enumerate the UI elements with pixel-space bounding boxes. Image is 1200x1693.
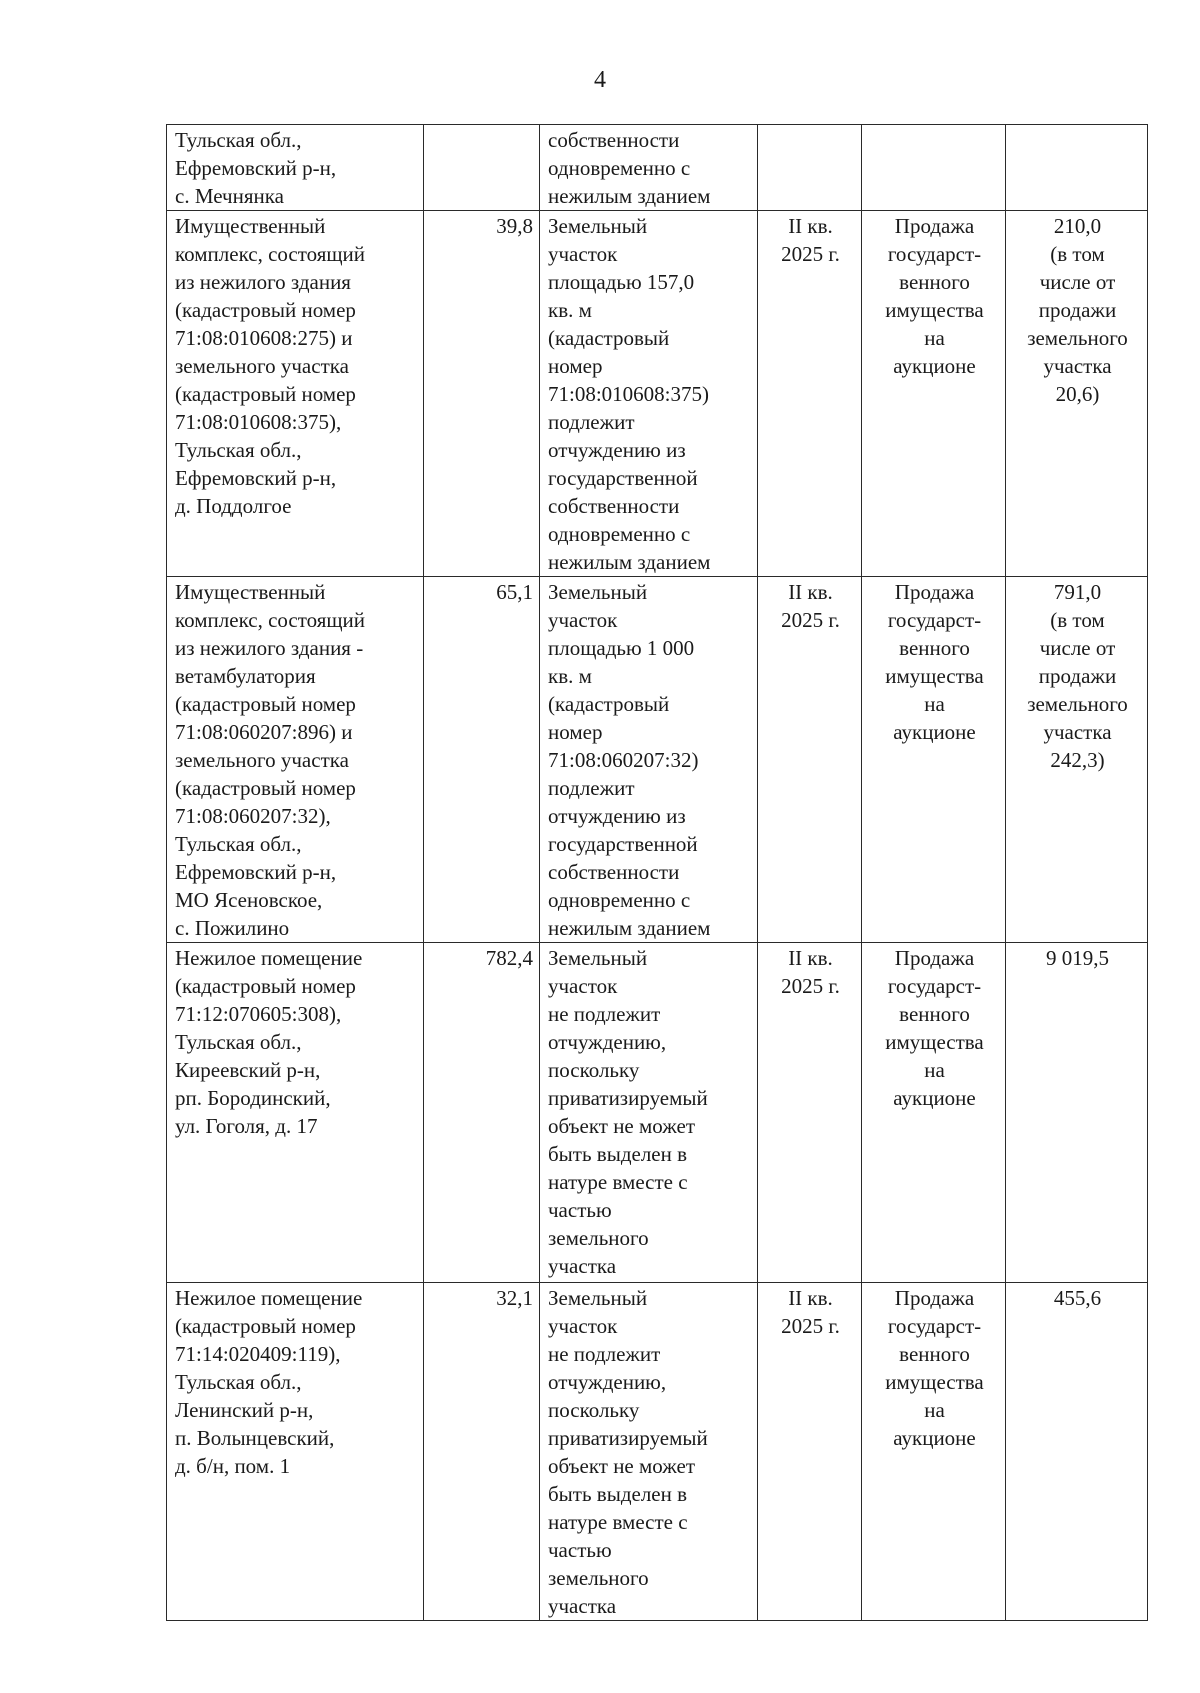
object-description-cell: Тульская обл., Ефремовский р-н, с. Мечнянка <box>167 125 424 211</box>
method-cell: Продажа государст- венного имущества на аукционе <box>862 577 1006 943</box>
land-plot-cell: Земельный участок площадью 1 000 кв. м (кадастровый номер 71:08:060207:32) подлежит отчуждению из государственной собственности одновременно с нежилым зданием <box>540 577 758 943</box>
land-plot-cell: Земельный участок не подлежит отчуждению, поскольку приватизируемый объект не может быть выделен в натуре вместе с частью земельного участка <box>540 1283 758 1621</box>
table-row <box>167 211 1148 577</box>
object-description-cell: Имущественный комплекс, состоящий из нежилого здания (кадастровый номер 71:08:010608:275) и земельного участка (кадастровый номер 71:08:010608:375), Тульская обл., Ефремовский р-н, д. Поддолгое <box>167 211 424 577</box>
table-row <box>167 577 1148 943</box>
page-number: 4 <box>594 67 606 93</box>
area-cell: 65,1 <box>424 577 540 943</box>
area-cell <box>424 125 540 211</box>
privatization-table <box>166 124 1148 1621</box>
method-cell: Продажа государст- венного имущества на аукционе <box>862 1283 1006 1621</box>
period-cell: II кв. 2025 г. <box>758 1283 862 1621</box>
object-description-cell: Имущественный комплекс, состоящий из нежилого здания - ветамбулатория (кадастровый номер 71:08:060207:896) и земельного участка (кадастровый номер 71:08:060207:32), Тульская обл., Ефремовский р-н, МО Ясеновское, с. Пожилино <box>167 577 424 943</box>
price-cell: 210,0 (в том числе от продажи земельного участка 20,6) <box>1006 211 1148 577</box>
method-cell: Продажа государст- венного имущества на аукционе <box>862 943 1006 1283</box>
table-row <box>167 1283 1148 1621</box>
price-cell <box>1006 125 1148 211</box>
period-cell <box>758 125 862 211</box>
area-cell: 782,4 <box>424 943 540 1283</box>
object-description-cell: Нежилое помещение (кадастровый номер 71:14:020409:119), Тульская обл., Ленинский р-н, п. Волынцевский, д. б/н, пом. 1 <box>167 1283 424 1621</box>
method-cell <box>862 125 1006 211</box>
land-plot-cell: Земельный участок площадью 157,0 кв. м (кадастровый номер 71:08:010608:375) подлежит отчуждению из государственной собственности одновременно с нежилым зданием <box>540 211 758 577</box>
land-plot-cell: Земельный участок не подлежит отчуждению, поскольку приватизируемый объект не может быть выделен в натуре вместе с частью земельного участка <box>540 943 758 1283</box>
land-plot-cell: собственности одновременно с нежилым зданием <box>540 125 758 211</box>
area-cell: 32,1 <box>424 1283 540 1621</box>
price-cell: 455,6 <box>1006 1283 1148 1621</box>
period-cell: II кв. 2025 г. <box>758 577 862 943</box>
period-cell: II кв. 2025 г. <box>758 211 862 577</box>
table-row <box>167 125 1148 211</box>
period-cell: II кв. 2025 г. <box>758 943 862 1283</box>
price-cell: 9 019,5 <box>1006 943 1148 1283</box>
area-cell: 39,8 <box>424 211 540 577</box>
price-cell: 791,0 (в том числе от продажи земельного участка 242,3) <box>1006 577 1148 943</box>
table-row <box>167 943 1148 1283</box>
method-cell: Продажа государст- венного имущества на аукционе <box>862 211 1006 577</box>
object-description-cell: Нежилое помещение (кадастровый номер 71:12:070605:308), Тульская обл., Киреевский р-н, рп. Бородинский, ул. Гоголя, д. 17 <box>167 943 424 1283</box>
